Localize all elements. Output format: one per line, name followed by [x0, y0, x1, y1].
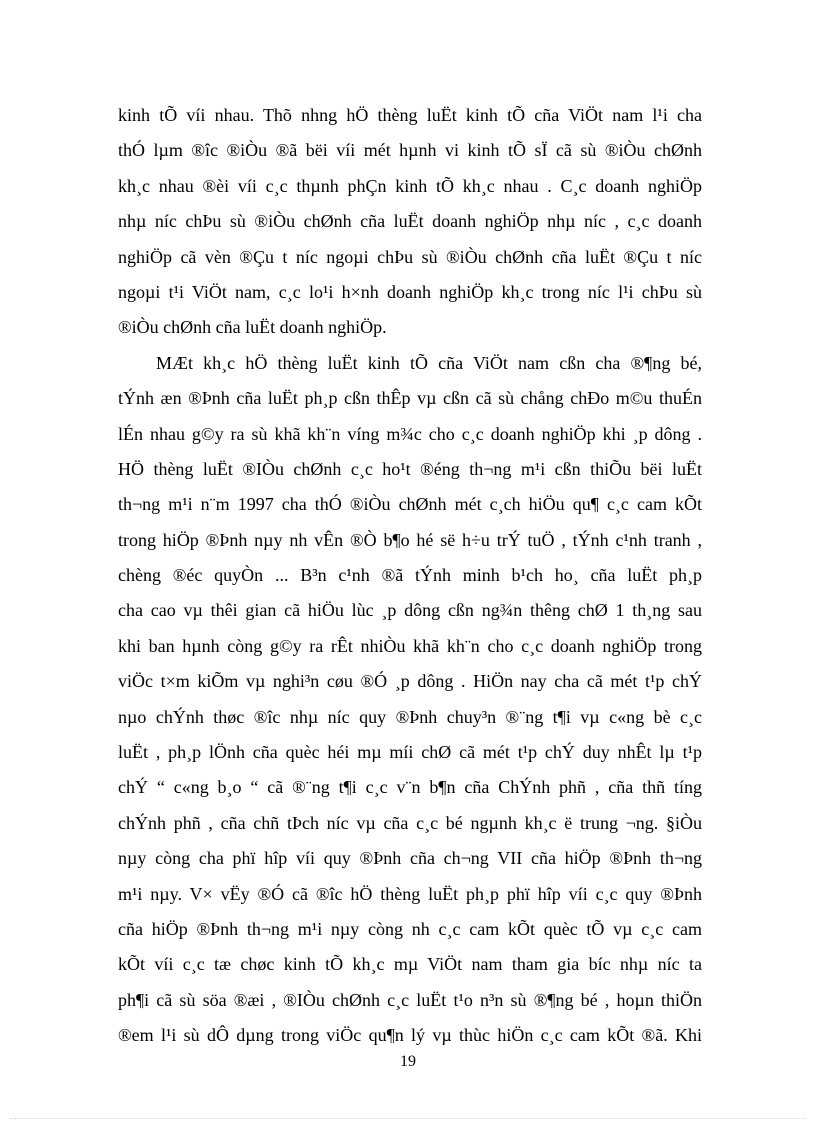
paragraph-first-line: MÆt kh¸c hÖ thèng luËt kinh tÕ cña ViÖt nam cßn cha ®¶ng bé, [156, 352, 702, 373]
text-line: kÕt víi c¸c tæ chøc kinh tÕ kh¸c mµ ViÖt nam tham gia bíc nhµ níc ta [118, 954, 702, 975]
text-line: kinh tÕ víi nhau. Thõ nhng hÖ thèng luËt kinh tÕ cña ViÖt nam l¹i cha [118, 105, 702, 125]
text-line: cha cao vµ thêi gian cã hiÖu lùc ¸p dông cßn ng¾n thêng chØ 1 th¸ng sau [118, 600, 702, 621]
text-line: tÝnh æn ®Þnh cña luËt ph¸p cßn thÊp vµ cßn cã sù chång chÐo m©u thuÉn [118, 388, 702, 409]
text-line: ngoµi t¹i ViÖt nam, c¸c lo¹i h×nh doanh nghiÖp kh¸c trong níc l¹i chÞu sù [118, 281, 702, 302]
text-line: chÝ “ c«ng b¸o “ cã ®¨ng t¶i c¸c v¨n b¶n cña ChÝnh phñ , cña thñ tíng [118, 777, 702, 798]
text-line: ®em l¹i sù dÔ dµng trong viÖc qu¶n lý vµ thùc hiÖn c¸c cam kÕt ®ã. Khi [118, 1025, 702, 1046]
text-line: viÖc t×m kiÕm vµ nghi³n cøu ®Ó ¸p dông . HiÖn nay cha cã mét t¹p chÝ [118, 671, 702, 692]
text-line: nµy còng cha phï hîp víi quy ®Þnh cña ch¬ng VII cña hiÖp ®Þnh th¬ng [118, 848, 702, 869]
text-line: nhµ níc chÞu sù ®iÒu chØnh cña luËt doanh nghiÖp nhµ níc , c¸c doanh [118, 211, 702, 232]
text-line: HÖ thèng luËt ®IÒu chØnh c¸c ho¹t ®éng th¬ng m¹i cßn thiÕu bëi luËt [118, 458, 702, 479]
text-line: chèng ®éc quyÒn ... B³n c¹nh ®ã tÝnh minh b¹ch ho¸ cña luËt ph¸p [118, 565, 702, 586]
text-line: thÓ lµm ®îc ®iÒu ®ã bëi víi mét hµnh vi kinh tÕ sÏ cã sù ®iÒu chØnh [118, 140, 702, 161]
text-line: chÝnh phñ , cña chñ tÞch níc vµ cña c¸c bé ngµnh kh¸c ë trung ¬ng. §iÒu [118, 812, 702, 833]
text-line: ®iÒu chØnh cña luËt doanh nghiÖp. [118, 317, 387, 338]
text-line: ph¶i cã sù söa ®æi , ®IÒu chØnh c¸c luËt t¹o n³n sù ®¶ng bé , hoµn thiÖn [118, 989, 702, 1010]
page-number: 19 [400, 1053, 416, 1070]
page-bottom-divider [10, 1118, 806, 1119]
text-line: cña hiÖp ®Þnh th¬ng m¹i nµy còng nh c¸c cam kÕt quèc tÕ vµ c¸c cam [118, 918, 702, 939]
text-line: nghiÖp cã vèn ®Çu t níc ngoµi chÞu sù ®iÒu chØnh cña luËt ®Çu t níc [118, 246, 702, 267]
text-line: trong hiÖp ®Þnh nµy nh vÊn ®Ò b¶o hé së h÷u trÝ tuÖ , tÝnh c¹nh tranh , [118, 529, 702, 550]
text-line: luËt , ph¸p lÖnh cña quèc héi mµ míi chØ cã mét t¹p chÝ duy nhÊt lµ t¹p [118, 742, 702, 763]
text-line: th¬ng m¹i n¨m 1997 cha thÓ ®iÒu chØnh mét c¸ch hiÖu qu¶ c¸c cam kÕt [118, 494, 702, 515]
body-text [118, 98, 702, 1054]
text-line: lÉn nhau g©y ra sù khã kh¨n víng m¾c cho c¸c doanh nghiÖp khi ¸p dông . [118, 423, 702, 444]
text-line: m¹i nµy. V× vËy ®Ó cã ®îc hÖ thèng luËt ph¸p phï hîp víi c¸c quy ®Þnh [118, 883, 702, 904]
text-line: kh¸c nhau ®èi víi c¸c thµnh phÇn kinh tÕ kh¸c nhau . C¸c doanh nghiÖp [118, 175, 702, 196]
text-line: khi ban hµnh còng g©y ra rÊt nhiÒu khã kh¨n cho c¸c doanh nghiÖp trong [118, 635, 702, 656]
text-line: nµo chÝnh thøc ®îc nhµ níc quy ®Þnh chuy³n ®¨ng t¶i vµ c«ng bè c¸c [118, 706, 702, 727]
